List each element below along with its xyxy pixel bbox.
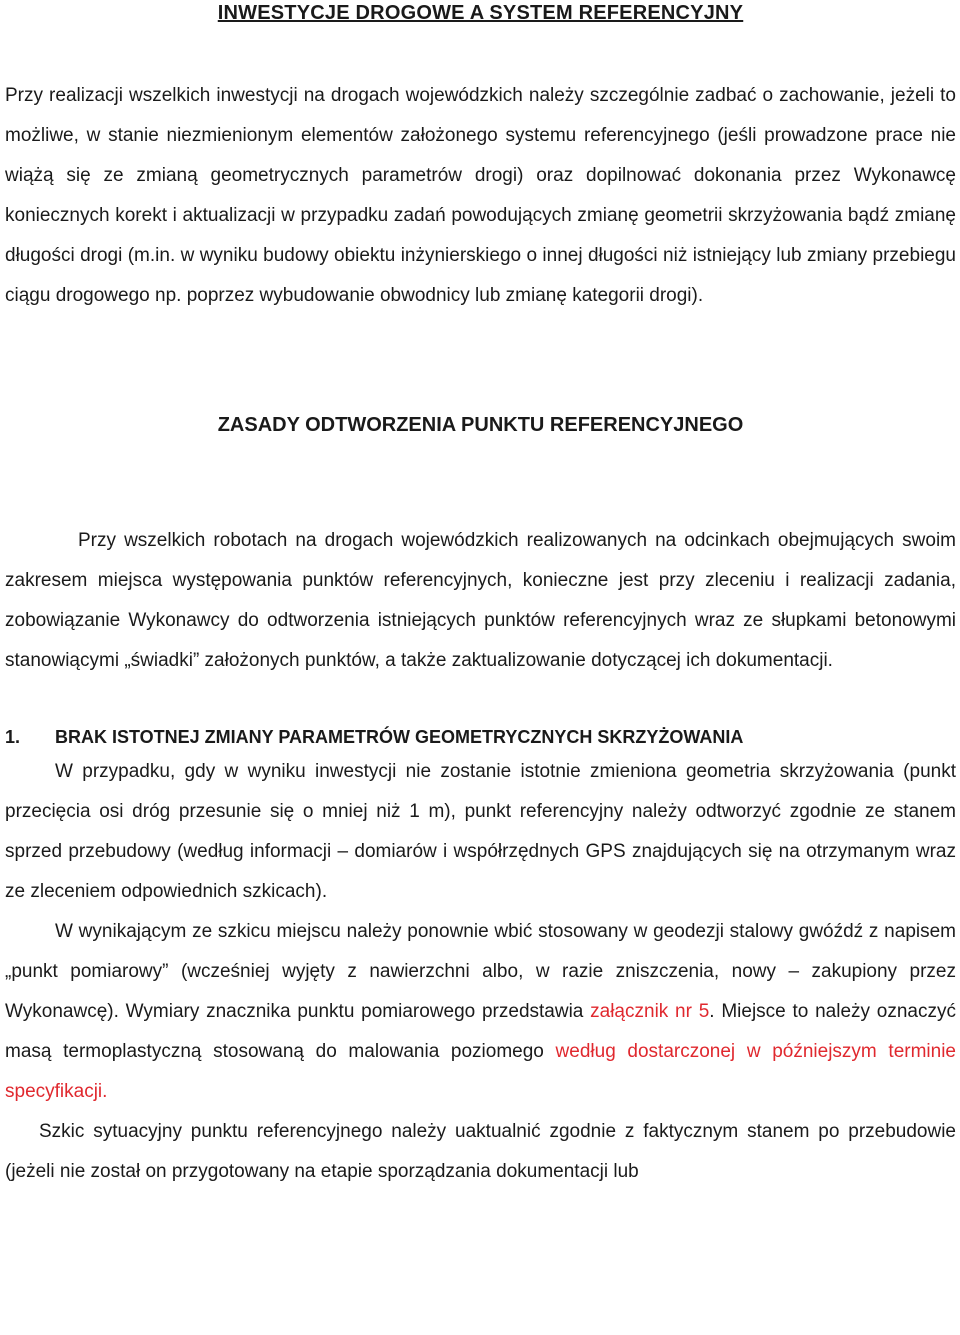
section-title: ZASADY ODTWORZENIA PUNKTU REFERENCYJNEGO — [217, 414, 744, 436]
subsection-paragraph-2 — [5, 912, 956, 1112]
subsection-paragraph-3: Szkic sytuacyjny punktu referencyjnego należy uaktualnić zgodnie z faktycznym stanem po przebudowie (jeżeli nie został on przygotowany na etapie sporządzania dokumentacji lub — [5, 1121, 956, 1182]
attachment-link[interactable]: załącznik nr 5 — [590, 1001, 710, 1022]
document-title: INWESTYCJE DROGOWE A SYSTEM REFERENCYJNY — [217, 2, 744, 24]
intro-paragraph: Przy realizacji wszelkich inwestycji na drogach wojewódzkich należy szczególnie zadbać o zachowanie, jeżeli to możliwe, w stanie niezmienionym elementów założonego systemu referencyjnego (jeśli prowadzone prace nie wiążą się ze zmianą geometrycznych parametrów drogi) oraz dopilnować dokonania przez Wykonawcę koniecznych korekt i aktualizacji w przypadku zadań powodujących zmianę geometrii skrzyżowania bądź zmianę długości drogi (m.in. w wyniku budowy obiektu inżynierskiego o innej długości niż istniejący lub zmiany przebiegu ciągu drogowego np. poprzez wybudowanie obwodnicy lub zmianę kategorii drogi). — [5, 85, 956, 306]
section-intro-paragraph: Przy wszelkich robotach na drogach wojewódzkich realizowanych na odcinkach obejmujących swoim zakresem miejsca występowania punktów referencyjnych, konieczne jest przy zleceniu i realizacji zadania, zobowiązanie Wykonawcy do odtworzenia istniejących punktów referencyjnych wraz ze słupkami betonowymi stanowiącymi „świadki” założonych punktów, a także zaktualizowanie dotyczącej ich dokumentacji. — [5, 530, 956, 671]
paragraph-2-text-b: . Miejsce to należy oznaczyć masą termoplastyczną stosowaną do malowania poziomego — [5, 1001, 956, 1062]
subsection-heading-text: BRAK ISTOTNEJ ZMIANY PARAMETRÓW GEOMETRYCZNYCH SKRZYŻOWANIA — [55, 727, 744, 747]
subsection-number: 1. — [5, 727, 21, 747]
specification-note: według dostarczonej w późniejszym terminie specyfikacji. — [5, 1041, 956, 1102]
subsection-heading — [5, 722, 956, 752]
paragraph-2-text-a: W wynikającym ze szkicu miejscu należy ponownie wbić stosowany w geodezji stalowy gwóźdź z napisem „punkt pomiarowy” (wcześniej wyjęty z nawierzchni albo, w razie zniszczenia, nowy – zakupiony przez Wykonawcę). Wymiary znacznika punktu pomiarowego przedstawia — [5, 921, 956, 1022]
subsection-paragraph-1: W przypadku, gdy w wyniku inwestycji nie zostanie istotnie zmieniona geometria skrzyżowania (punkt przecięcia osi dróg przesunie się o mniej niż 1 m), punkt referencyjny należy odtworzyć zgodnie ze stanem sprzed przebudowy (według informacji – domiarów i współrzędnych GPS znajdujących się na otrzymanym wraz ze zleceniem odpowiednich szkicach). — [5, 761, 956, 902]
document-page — [5, 0, 956, 1335]
